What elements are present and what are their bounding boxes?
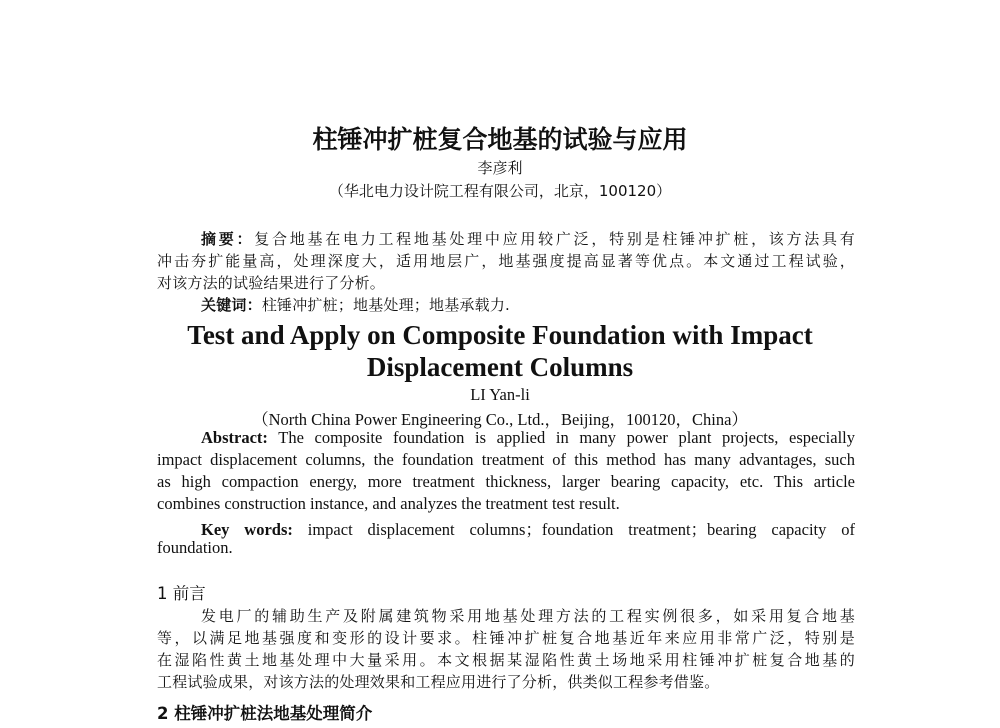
section1-line: 在湿陷性黄土地基处理中大量采用。本文根据某湿陷性黄土场地采用柱锤冲扩桩复合地基的 <box>157 651 855 669</box>
english-title-line1: Test and Apply on Composite Foundation with Impact <box>187 320 813 350</box>
chinese-abstract-line: 摘要：复合地基在电力工程地基处理中应用较广泛，特别是柱锤冲扩桩，该方法具有 <box>201 230 855 248</box>
section1-line: 发电厂的辅助生产及附属建筑物采用地基处理方法的工程实例很多，如采用复合地基 <box>201 607 855 625</box>
chinese-abstract-label: 摘要： <box>201 230 255 248</box>
chinese-abstract-line: 对该方法的试验结果进行了分析。 <box>157 274 386 292</box>
chinese-abstract-line: 冲击夯扩能量高，处理深度大，适用地层广，地基强度提高显著等优点。本文通过工程试验， <box>157 252 855 270</box>
section1-line: 等，以满足地基强度和变形的设计要求。柱锤冲扩桩复合地基近年来应用非常广泛，特别是 <box>157 629 855 647</box>
english-title-line2: Displacement Columns <box>366 352 634 382</box>
english-abstract-label: Abstract: <box>201 428 268 447</box>
english-abstract-line: Abstract: The composite foundation is applied in many power plant projects, especially <box>201 428 855 447</box>
english-keywords: Key words: impact displacement columns；foundation treatment；bearing capacity of <box>201 520 855 539</box>
english-keywords-label: Key words: <box>201 520 293 539</box>
section1-heading: 1 前言 <box>157 584 206 603</box>
section1-line: 工程试验成果，对该方法的处理效果和工程应用进行了分析，供类似工程参考借鉴。 <box>157 673 720 691</box>
chinese-abstract <box>157 228 855 316</box>
english-abstract-line: as high compaction energy, more treatment thickness, larger bearing capacity, etc. This article <box>157 472 855 491</box>
english-abstract <box>157 428 855 560</box>
chinese-affiliation: （华北电力设计院工程有限公司，北京，100120） <box>328 182 672 200</box>
chinese-keywords-label: 关键词： <box>201 296 262 314</box>
english-abstract-line: combines construction instance, and analyzes the treatment test result. <box>157 494 620 513</box>
section2-heading: 2 柱锤冲扩桩法地基处理简介 <box>157 704 373 723</box>
english-affiliation: （North China Power Engineering Co., Ltd.，Beijing，100120，China） <box>252 410 748 429</box>
english-author: LI Yan-li <box>470 385 530 404</box>
chinese-author: 李彦利 <box>477 159 523 177</box>
chinese-title: 柱锤冲扩桩复合地基的试验与应用 <box>312 125 688 154</box>
chinese-keywords: 关键词：柱锤冲扩桩；地基处理；地基承载力. <box>201 296 510 314</box>
section1-body <box>157 605 855 693</box>
english-abstract-line: impact displacement columns, the foundation treatment of this method has many advantages, such <box>157 450 855 469</box>
english-keywords-continued: foundation. <box>157 538 233 557</box>
